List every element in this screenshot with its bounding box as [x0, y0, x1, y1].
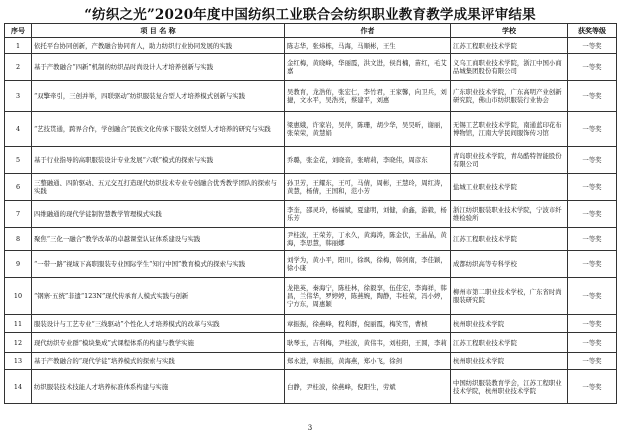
- row-index: 2: [5, 54, 32, 81]
- row-award: 一等奖: [568, 112, 617, 147]
- table-body: [5, 38, 617, 404]
- row-project-name: “钢寨·五统”非遗“123N”现代传承育人模式实践与创新: [32, 278, 285, 315]
- header-award: 获奖等级: [568, 24, 617, 38]
- row-project-name: 基于产教融合的“现代学徒”培养模式的探索与实践: [32, 353, 285, 370]
- row-index: 6: [5, 174, 32, 201]
- row-index: 4: [5, 112, 32, 147]
- row-school: 江苏工程职业技术学院: [451, 333, 568, 353]
- row-authors: 龙艳英，秦海宁，陈桂林，徐毅享，伍佳宏，李海祥，韩昌，兰伟华，罗婷婷，陈燕婉，陶静，韦桂荣，冯小婷，宁方东，周惠颖: [285, 278, 451, 315]
- row-school: 盐城工业职业技术学院: [451, 174, 568, 201]
- row-award: 一等奖: [568, 54, 617, 81]
- row-award: 一等奖: [568, 81, 617, 112]
- row-project-name: “艺技贯通，跨界合作，学创融合”民族文化传承下服装文创型人才培养的研究与实践: [32, 112, 285, 147]
- row-school: 浙江纺织服装职业技术学院，宁波市纤维检验所: [451, 201, 568, 228]
- row-index: 13: [5, 353, 32, 370]
- row-authors: 金红梅，黄晓峰，华丽霞，洪文进，侯肖楠，苗红，毛艾嘉: [285, 54, 451, 81]
- row-project-name: 聚焦“三化一融合”教学改革的卓越课堂认证体系建设与实践: [32, 228, 285, 251]
- row-school: 杭州职业技术学院: [451, 353, 568, 370]
- row-award: 一等奖: [568, 333, 617, 353]
- results-table: [4, 23, 617, 404]
- table-row: [5, 81, 617, 112]
- row-award: 一等奖: [568, 353, 617, 370]
- header-authors: 作者: [285, 24, 451, 38]
- row-index: 7: [5, 201, 32, 228]
- row-project-name: “双擎牵引，三创并举，四联驱动”纺织服装复合型人才培养模式创新与实践: [32, 81, 285, 112]
- header-index: 序号: [5, 24, 32, 38]
- row-school: 江苏工程职业技术学院: [451, 228, 568, 251]
- row-authors: 尹桂波，王荣芳，丁永久，黄海涛，陈金伏，王晶晶，黄海，李思慧，韩丽娜: [285, 228, 451, 251]
- row-award: 一等奖: [568, 147, 617, 174]
- row-index: 8: [5, 228, 32, 251]
- row-authors: 孙卫芳，王耀东，王可，马倩，周彬，王慧玲，周红涛，黄慧，杨倩，王国和，范小芳: [285, 174, 451, 201]
- row-award: 一等奖: [568, 278, 617, 315]
- table-row: [5, 38, 617, 54]
- table-row: [5, 251, 617, 278]
- page-number: 3: [307, 424, 313, 432]
- row-award: 一等奖: [568, 228, 617, 251]
- row-project-name: 四维融通的现代学徒制智慧教学管理模式实践: [32, 201, 285, 228]
- header-school: 学校: [451, 24, 568, 38]
- row-project-name: 三整融通、四阶驱动、五元交互打造现代纺织技术专业专创融合优秀教学团队的探索与实践: [32, 174, 285, 201]
- row-authors: 李奎，邵灵玲，杨福斌，夏建明，刘健，俞鑫，游毅，杨乐芳: [285, 201, 451, 228]
- row-school: 杭州职业技术学院: [451, 315, 568, 333]
- table-row: [5, 174, 617, 201]
- row-authors: 乔璐，张金花，刘晓音，张晴莉，李晓伟，周彦东: [285, 147, 451, 174]
- row-index: 9: [5, 251, 32, 278]
- table-header-row: [5, 24, 617, 38]
- row-school: 广东职业技术学院，广东高明产业创新研究院，佛山市纺织服装行业协会: [451, 81, 568, 112]
- row-award: 一等奖: [568, 315, 617, 333]
- row-school: 江苏工程职业技术学院: [451, 38, 568, 54]
- row-authors: 吴教育，龙浩佑，张宏仁，李竹君，王家馨，向卫兵，刘捷，文水平，吴浩亮，蔡建平，刘惠: [285, 81, 451, 112]
- row-project-name: 现代纺织专业群“模块集成”式课程体系的构建与教学实施: [32, 333, 285, 353]
- table-row: [5, 315, 617, 333]
- table-row: [5, 54, 617, 81]
- row-authors: 郑永进，章振振，黄海燕，郑小飞，徐剑: [285, 353, 451, 370]
- table-row: [5, 370, 617, 404]
- row-index: 10: [5, 278, 32, 315]
- row-school: 柳州市第二职业技术学校，广东省时尚服装研究院: [451, 278, 568, 315]
- row-authors: 刘学为，黄小平，阳川，徐飒，徐梅，韩剑南，李佳颖，徐小康: [285, 251, 451, 278]
- row-project-name: 依托平台协同创新，产教融合协同育人，助力纺织行业协同发展的实践: [32, 38, 285, 54]
- row-school: 无锡工艺职业技术学院，南通蓝印花布博物馆，江南大学民间服饰传习馆: [451, 112, 568, 147]
- row-project-name: 基于产教融合“四新”机制的纺织品时尚设计人才培养创新与实践: [32, 54, 285, 81]
- table-row: [5, 201, 617, 228]
- table-row: [5, 353, 617, 370]
- row-award: 一等奖: [568, 174, 617, 201]
- table-row: [5, 147, 617, 174]
- row-award: 一等奖: [568, 251, 617, 278]
- row-index: 12: [5, 333, 32, 353]
- row-index: 5: [5, 147, 32, 174]
- table-row: [5, 112, 617, 147]
- row-project-name: 基于行业指导的高职服装设计专业发展“六联”模式的探索与实践: [32, 147, 285, 174]
- row-school: 义乌工商职业技术学院，浙江中国小商品城集团股份有限公司: [451, 54, 568, 81]
- table-row: [5, 333, 617, 353]
- row-authors: 耿琴玉，吉利梅，尹桂波，黄伟韦，刘桂阳，王圆，李莉: [285, 333, 451, 353]
- row-index: 14: [5, 370, 32, 404]
- row-index: 3: [5, 81, 32, 112]
- row-award: 一等奖: [568, 38, 617, 54]
- row-award: 一等奖: [568, 201, 617, 228]
- row-authors: 陈志华，张炜栋，马海，马顺彬，王生: [285, 38, 451, 54]
- row-project-name: 纺织服装技术技能人才培养标准体系构建与实施: [32, 370, 285, 404]
- row-authors: 白静，尹桂波，徐燕峰，倪阳生，劳斌: [285, 370, 451, 404]
- row-authors: 章振振，徐燕峰，程利群，倪丽霞，梅笑雪，曹桢: [285, 315, 451, 333]
- row-index: 11: [5, 315, 32, 333]
- row-project-name: “一带一路”视域下高职服装专业国际学生“知行中国”教育模式的探索与实践: [32, 251, 285, 278]
- row-school: 中国纺织服装教育学会，江苏工程职业技术学院，杭州职业技术学院: [451, 370, 568, 404]
- table-row: [5, 278, 617, 315]
- row-award: 一等奖: [568, 370, 617, 404]
- table-row: [5, 228, 617, 251]
- row-project-name: 服装设计与工艺专业“三线驱动”个性化人才培养模式的改革与实践: [32, 315, 285, 333]
- row-school: 青岛职业技术学院，青岛酷特智能股份有限公司: [451, 147, 568, 174]
- row-school: 成都纺织高等专科学校: [451, 251, 568, 278]
- row-authors: 梁惠娥，许家岩，吴萍，陈珊，胡少华，吴昊昕，谢丽，张荣荣，黄慧娟: [285, 112, 451, 147]
- document-title: “纺织之光”2020年度中国纺织工业联合会纺织职业教育教学成果评审结果: [84, 7, 536, 23]
- row-index: 1: [5, 38, 32, 54]
- header-project-name: 项 目 名 称: [32, 24, 285, 38]
